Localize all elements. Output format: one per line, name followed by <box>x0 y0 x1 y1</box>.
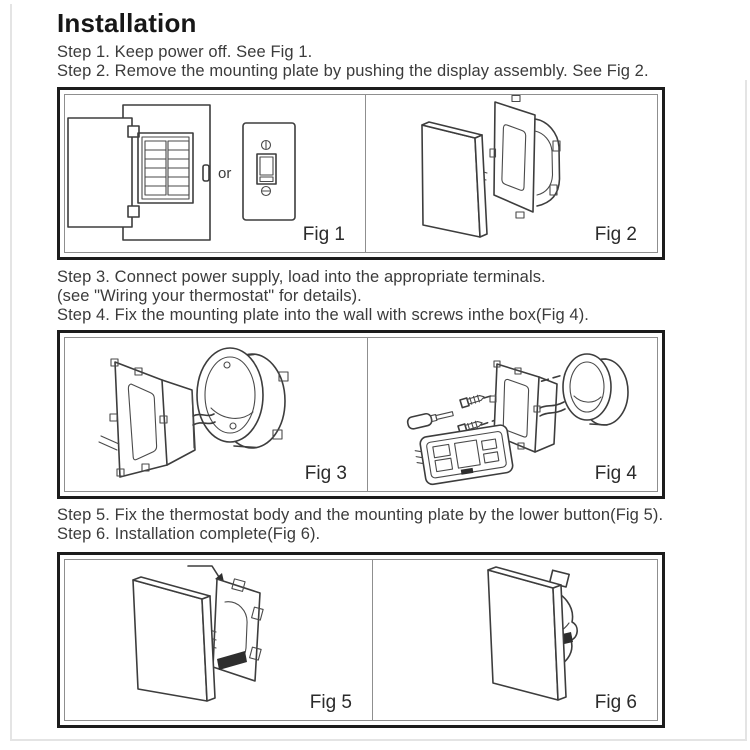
fig3-cell <box>65 338 367 491</box>
step-3-note-text: (see "Wiring your thermostat" for details). <box>57 287 362 305</box>
figure-box-1 <box>57 87 665 260</box>
fig2-label: Fig 2 <box>594 224 637 245</box>
light-switch-drawing <box>243 123 295 220</box>
figure-box-2-inner-frame <box>64 337 658 492</box>
fig1-cell <box>65 95 365 252</box>
figure-box-3 <box>57 552 665 728</box>
fig4-label: Fig 4 <box>594 463 637 484</box>
step-4-text: Step 4. Fix the mounting plate into the wall with screws inthe box(Fig 4). <box>57 306 589 324</box>
figure-box-2 <box>57 330 665 499</box>
step-1-text: Step 1. Keep power off. See Fig 1. <box>57 43 313 61</box>
fig5-cell <box>65 560 372 720</box>
fig1-label: Fig 1 <box>302 224 345 245</box>
page-scan-edge-left <box>10 4 12 740</box>
figure-box-1-inner-frame <box>64 94 658 253</box>
fig4-cell <box>368 338 657 491</box>
screwdriver-drawing <box>407 408 455 430</box>
thermostat-base-drawing <box>413 424 513 486</box>
step-6-text: Step 6. Installation complete(Fig 6). <box>57 525 321 543</box>
fig3-label: Fig 3 <box>304 463 347 484</box>
junction-box-drawing <box>563 354 628 425</box>
fig6-cell <box>373 560 657 720</box>
step-5-text: Step 5. Fix the thermostat body and the mounting plate by the lower button(Fig 5). <box>57 506 664 524</box>
step-3-text: Step 3. Connect power supply, load into the appropriate terminals. <box>57 268 546 286</box>
fig1-or-text: or <box>218 165 232 182</box>
fig6-label: Fig 6 <box>594 692 637 713</box>
page-scan-edge-bottom <box>10 739 747 741</box>
step-2-text: Step 2. Remove the mounting plate by pushing the display assembly. See Fig 2. <box>57 62 649 80</box>
junction-box-drawing <box>197 348 288 448</box>
fig2-cell <box>366 95 657 252</box>
page-scan-edge-right <box>745 80 747 740</box>
figure-box-3-inner-frame <box>64 559 658 721</box>
screw-drawing <box>460 393 485 408</box>
wall-module-drawing <box>210 579 263 681</box>
page-title: Installation <box>57 8 197 38</box>
fig5-label: Fig 5 <box>309 692 352 713</box>
